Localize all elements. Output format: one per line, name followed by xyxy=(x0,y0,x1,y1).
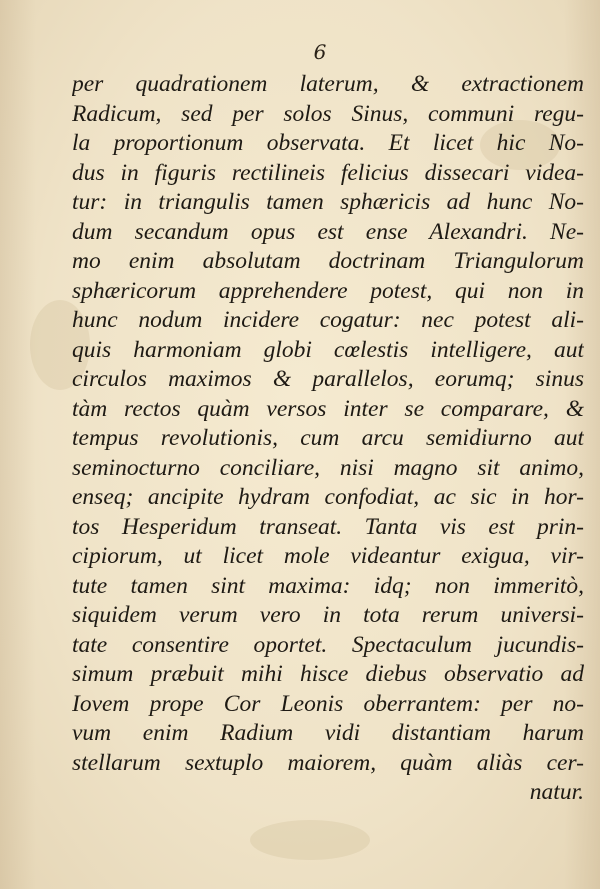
text-line: simum præbuit mihi hisce diebus observatio ad xyxy=(72,661,584,687)
text-line: per quadrationem laterum, & extractionem xyxy=(72,71,584,97)
text-line: circulos maximos & parallelos, eorumq; sinus xyxy=(72,366,584,392)
text-line: stellarum sextuplo maiorem, quàm aliàs cer- xyxy=(72,749,584,776)
text-line: tur: in triangulis tamen sphæricis ad hunc No- xyxy=(72,189,584,215)
text-line: hunc nodum incidere cogatur: nec potest ali- xyxy=(72,307,584,333)
text-line: dus in figuris rectilineis felicius dissecari videa- xyxy=(72,159,584,186)
text-line: tate consentire oportet. Spectaculum jucundis- xyxy=(72,631,584,658)
text-line: mo enim absolutam doctrinam Triangulorum xyxy=(72,248,584,274)
text-line: siquidem verum vero in tota rerum universi- xyxy=(72,602,584,628)
text-line: Iovem prope Cor Leonis oberrantem: per no- xyxy=(72,690,584,717)
text-line: enseq; ancipite hydram confodiat, ac sic in hor- xyxy=(72,484,584,510)
page-number: 6 xyxy=(313,40,327,64)
text-line: tàm rectos quàm versos inter se comparare, & xyxy=(72,395,584,422)
text-line: Radicum, sed per solos Sinus, communi regu- xyxy=(72,100,584,127)
text-line: tos Hesperidum transeat. Tanta vis est prin- xyxy=(72,513,584,540)
text-line: tempus revolutionis, cum arcu semidiurno aut xyxy=(72,425,584,451)
text-line: dum secandum opus est ense Alexandri. Ne- xyxy=(72,218,584,245)
text-line: natur. xyxy=(529,779,584,805)
text-line: vum enim Radium vidi distantiam harum xyxy=(72,720,584,746)
text-line: quis harmoniam globi cœlestis intelligere, aut xyxy=(72,336,584,363)
paper-stain xyxy=(250,820,370,860)
body-text xyxy=(72,70,584,808)
text-line: tute tamen sint maxima: idq; non immeritò, xyxy=(72,572,584,599)
text-line: cipiorum, ut licet mole videantur exigua, vir- xyxy=(72,543,584,569)
text-line: sphæricorum apprehendere potest, qui non in xyxy=(72,277,584,304)
text-line: seminocturno conciliare, nisi magno sit animo, xyxy=(72,454,584,481)
text-line: la proportionum observata. Et licet hic Nο- xyxy=(72,130,584,156)
